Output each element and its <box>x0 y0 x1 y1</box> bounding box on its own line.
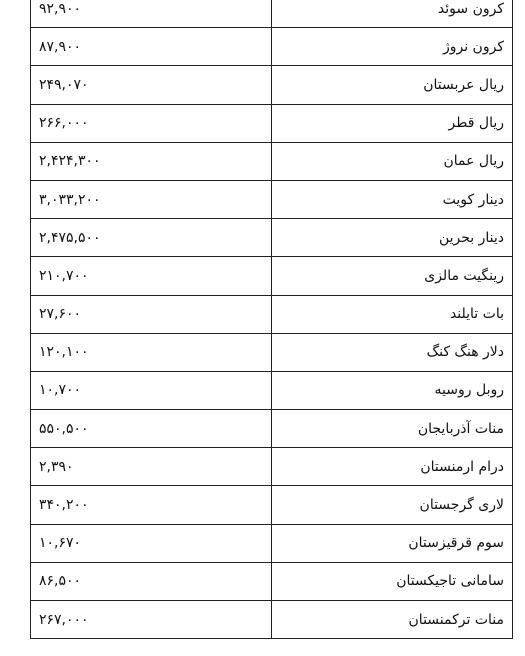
currency-name-cell: سامانی تاجیکستان <box>272 562 513 600</box>
currency-name-cell: سوم قرقیزستان <box>272 524 513 562</box>
currency-name-cell: ریال عمان <box>272 142 513 180</box>
rate-table-body <box>31 0 513 639</box>
currency-price-cell: ۱۰,۷۰۰ <box>31 371 272 409</box>
currency-price-cell: ۲۷,۶۰۰ <box>31 295 272 333</box>
currency-price-cell: ۲۴۹,۰۷۰ <box>31 66 272 104</box>
currency-name-cell: رینگیت مالزی <box>272 257 513 295</box>
currency-name-cell: درام ارمنستان <box>272 448 513 486</box>
currency-price-cell: ۵۵۰,۵۰۰ <box>31 410 272 448</box>
table-row <box>31 104 513 142</box>
currency-price-cell: ۲,۳۹۰ <box>31 448 272 486</box>
table-row <box>31 371 513 409</box>
table-row <box>31 142 513 180</box>
currency-name-cell: منات آذربایجان <box>272 410 513 448</box>
currency-name-cell: دلار هنگ کنگ <box>272 333 513 371</box>
currency-name-cell: بات تایلند <box>272 295 513 333</box>
table-row <box>31 410 513 448</box>
currency-name-cell: ریال عربستان <box>272 66 513 104</box>
currency-name-cell: کرون نروژ <box>272 28 513 66</box>
table-row <box>31 257 513 295</box>
currency-price-cell: ۳۴۰,۲۰۰ <box>31 486 272 524</box>
currency-name-cell: روبل روسیه <box>272 371 513 409</box>
table-row <box>31 66 513 104</box>
currency-price-cell: ۹۲,۹۰۰ <box>31 0 272 28</box>
currency-price-cell: ۲۶۶,۰۰۰ <box>31 104 272 142</box>
table-row <box>31 486 513 524</box>
table-row <box>31 219 513 257</box>
currency-price-cell: ۲,۴۲۴,۳۰۰ <box>31 142 272 180</box>
currency-name-cell: دینار بحرین <box>272 219 513 257</box>
currency-name-cell: منات ترکمنستان <box>272 601 513 639</box>
table-row <box>31 562 513 600</box>
table-row <box>31 601 513 639</box>
currency-rate-table <box>30 0 513 639</box>
currency-price-cell: ۸۷,۹۰۰ <box>31 28 272 66</box>
table-row <box>31 524 513 562</box>
currency-price-cell: ۸۶,۵۰۰ <box>31 562 272 600</box>
table-row <box>31 333 513 371</box>
currency-name-cell: کرون سوئد <box>272 0 513 28</box>
currency-name-cell: ریال قطر <box>272 104 513 142</box>
table-row <box>31 180 513 218</box>
table-row <box>31 0 513 28</box>
currency-price-cell: ۲۶۷,۰۰۰ <box>31 601 272 639</box>
currency-price-cell: ۱۰,۶۷۰ <box>31 524 272 562</box>
currency-price-cell: ۲۱۰,۷۰۰ <box>31 257 272 295</box>
currency-price-cell: ۲,۴۷۵,۵۰۰ <box>31 219 272 257</box>
currency-name-cell: دینار کویت <box>272 180 513 218</box>
currency-price-cell: ۱۲۰,۱۰۰ <box>31 333 272 371</box>
currency-name-cell: لاری گرجستان <box>272 486 513 524</box>
table-row <box>31 295 513 333</box>
table-row <box>31 448 513 486</box>
table-row <box>31 28 513 66</box>
currency-price-cell: ۳,۰۳۳,۲۰۰ <box>31 180 272 218</box>
